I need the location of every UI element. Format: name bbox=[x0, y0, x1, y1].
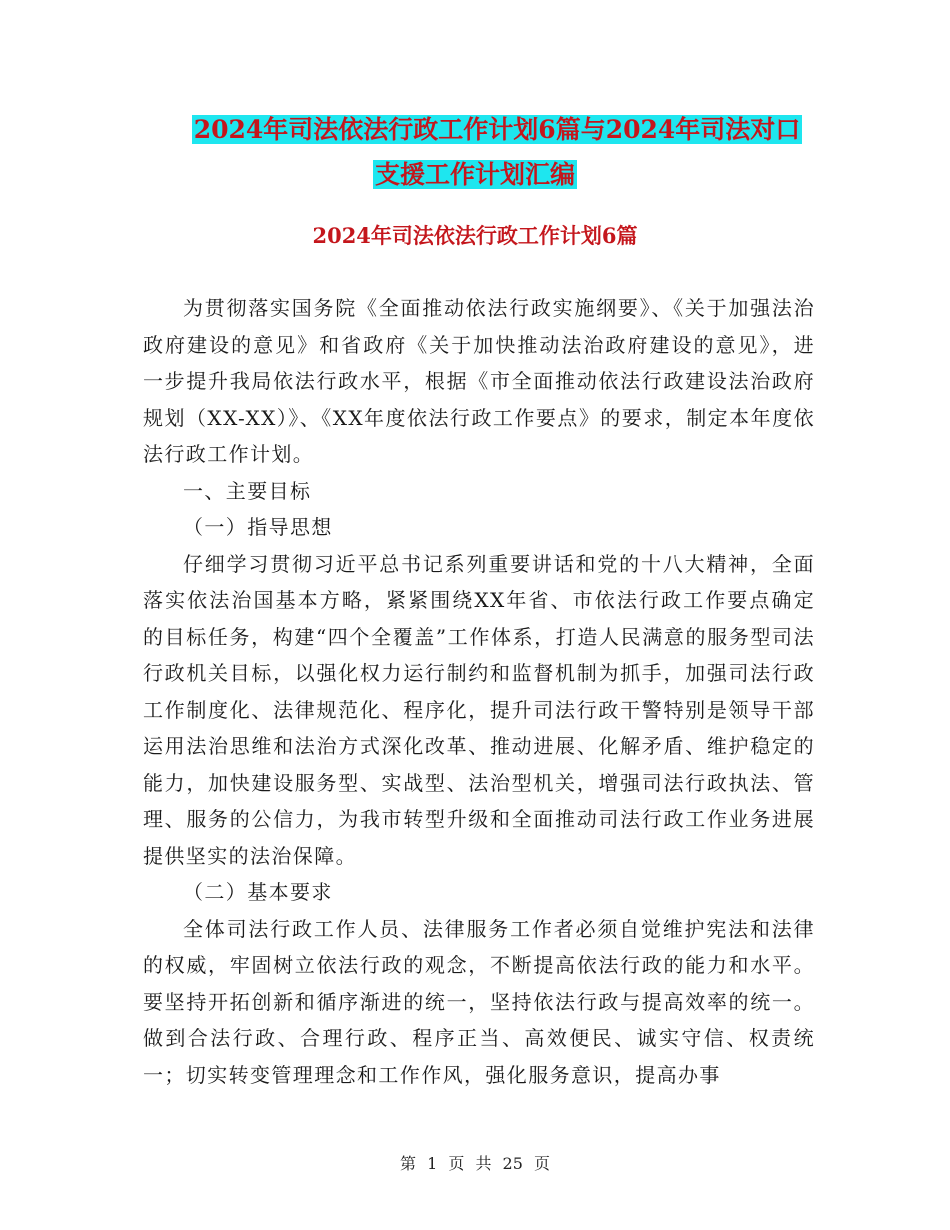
title-highlight-2: 支援工作计划汇编 bbox=[374, 160, 575, 189]
paragraph-guiding-thought: 仔细学习贯彻习近平总书记系列重要讲话和党的十八大精神，全面落实依法治国基本方略，紧紧围绕XX年省、市依法行政工作要点确定的目标任务，构建“四个全覆盖”工作体系，打造人民满意的服务型司法行政机关目标，以强化权力运行制约和监督机制为抓手，加强司法行政工作制度化、法律规范化、程序化，提升司法行政干警特别是领导干部运用法治思维和法治方式深化改革、推动进展、化解矛盾、维护稳定的能力，加快建设服务型、实战型、法治型机关，增强司法行政执法、管理、服务的公信力，为我市转型升级和全面推动司法行政工作业务进展提供坚实的法治保障。 bbox=[143, 551, 815, 868]
section-title: 2024年司法依法行政工作计划6篇 bbox=[312, 223, 638, 248]
document-title-line2 bbox=[0, 158, 950, 192]
document-title-line1 bbox=[22, 113, 950, 147]
heading-guiding-thought: （一）指导思想 bbox=[183, 515, 333, 539]
title-highlight-1: 2024年司法依法行政工作计划6篇与2024年司法对口 bbox=[193, 115, 801, 144]
heading-main-goals: 一、主要目标 bbox=[183, 478, 312, 503]
page-footer: 第 1 页 共 25 页 bbox=[400, 1154, 550, 1173]
document-body bbox=[143, 290, 815, 1093]
paragraph-basic-requirements: 全体司法行政工作人员、法律服务工作者必须自觉维护宪法和法律的权威，牢固树立依法行政的观念，不断提高依法行政的能力和水平。要坚持开拓创新和循序渐进的统一，坚持依法行政与提高效率的统一。做到合法行政、合理行政、程序正当、高效便民、诚实守信、权责统一；切实转变管理理念和工作作风，强化服务意识，提高办事 bbox=[143, 916, 815, 1087]
heading-basic-requirements: （二）基本要求 bbox=[183, 880, 333, 904]
paragraph-intro: 为贯彻落实国务院《全面推动依法行政实施纲要》、《关于加强法治政府建设的意见》和省政府《关于加快推动法治政府建设的意见》，进一步提升我局依法行政水平，根据《市全面推动依法行政建设法治政府规划（XX-XX）》、《XX年度依法行政工作要点》的要求，制定本年度依法行政工作计划。 bbox=[143, 296, 815, 466]
